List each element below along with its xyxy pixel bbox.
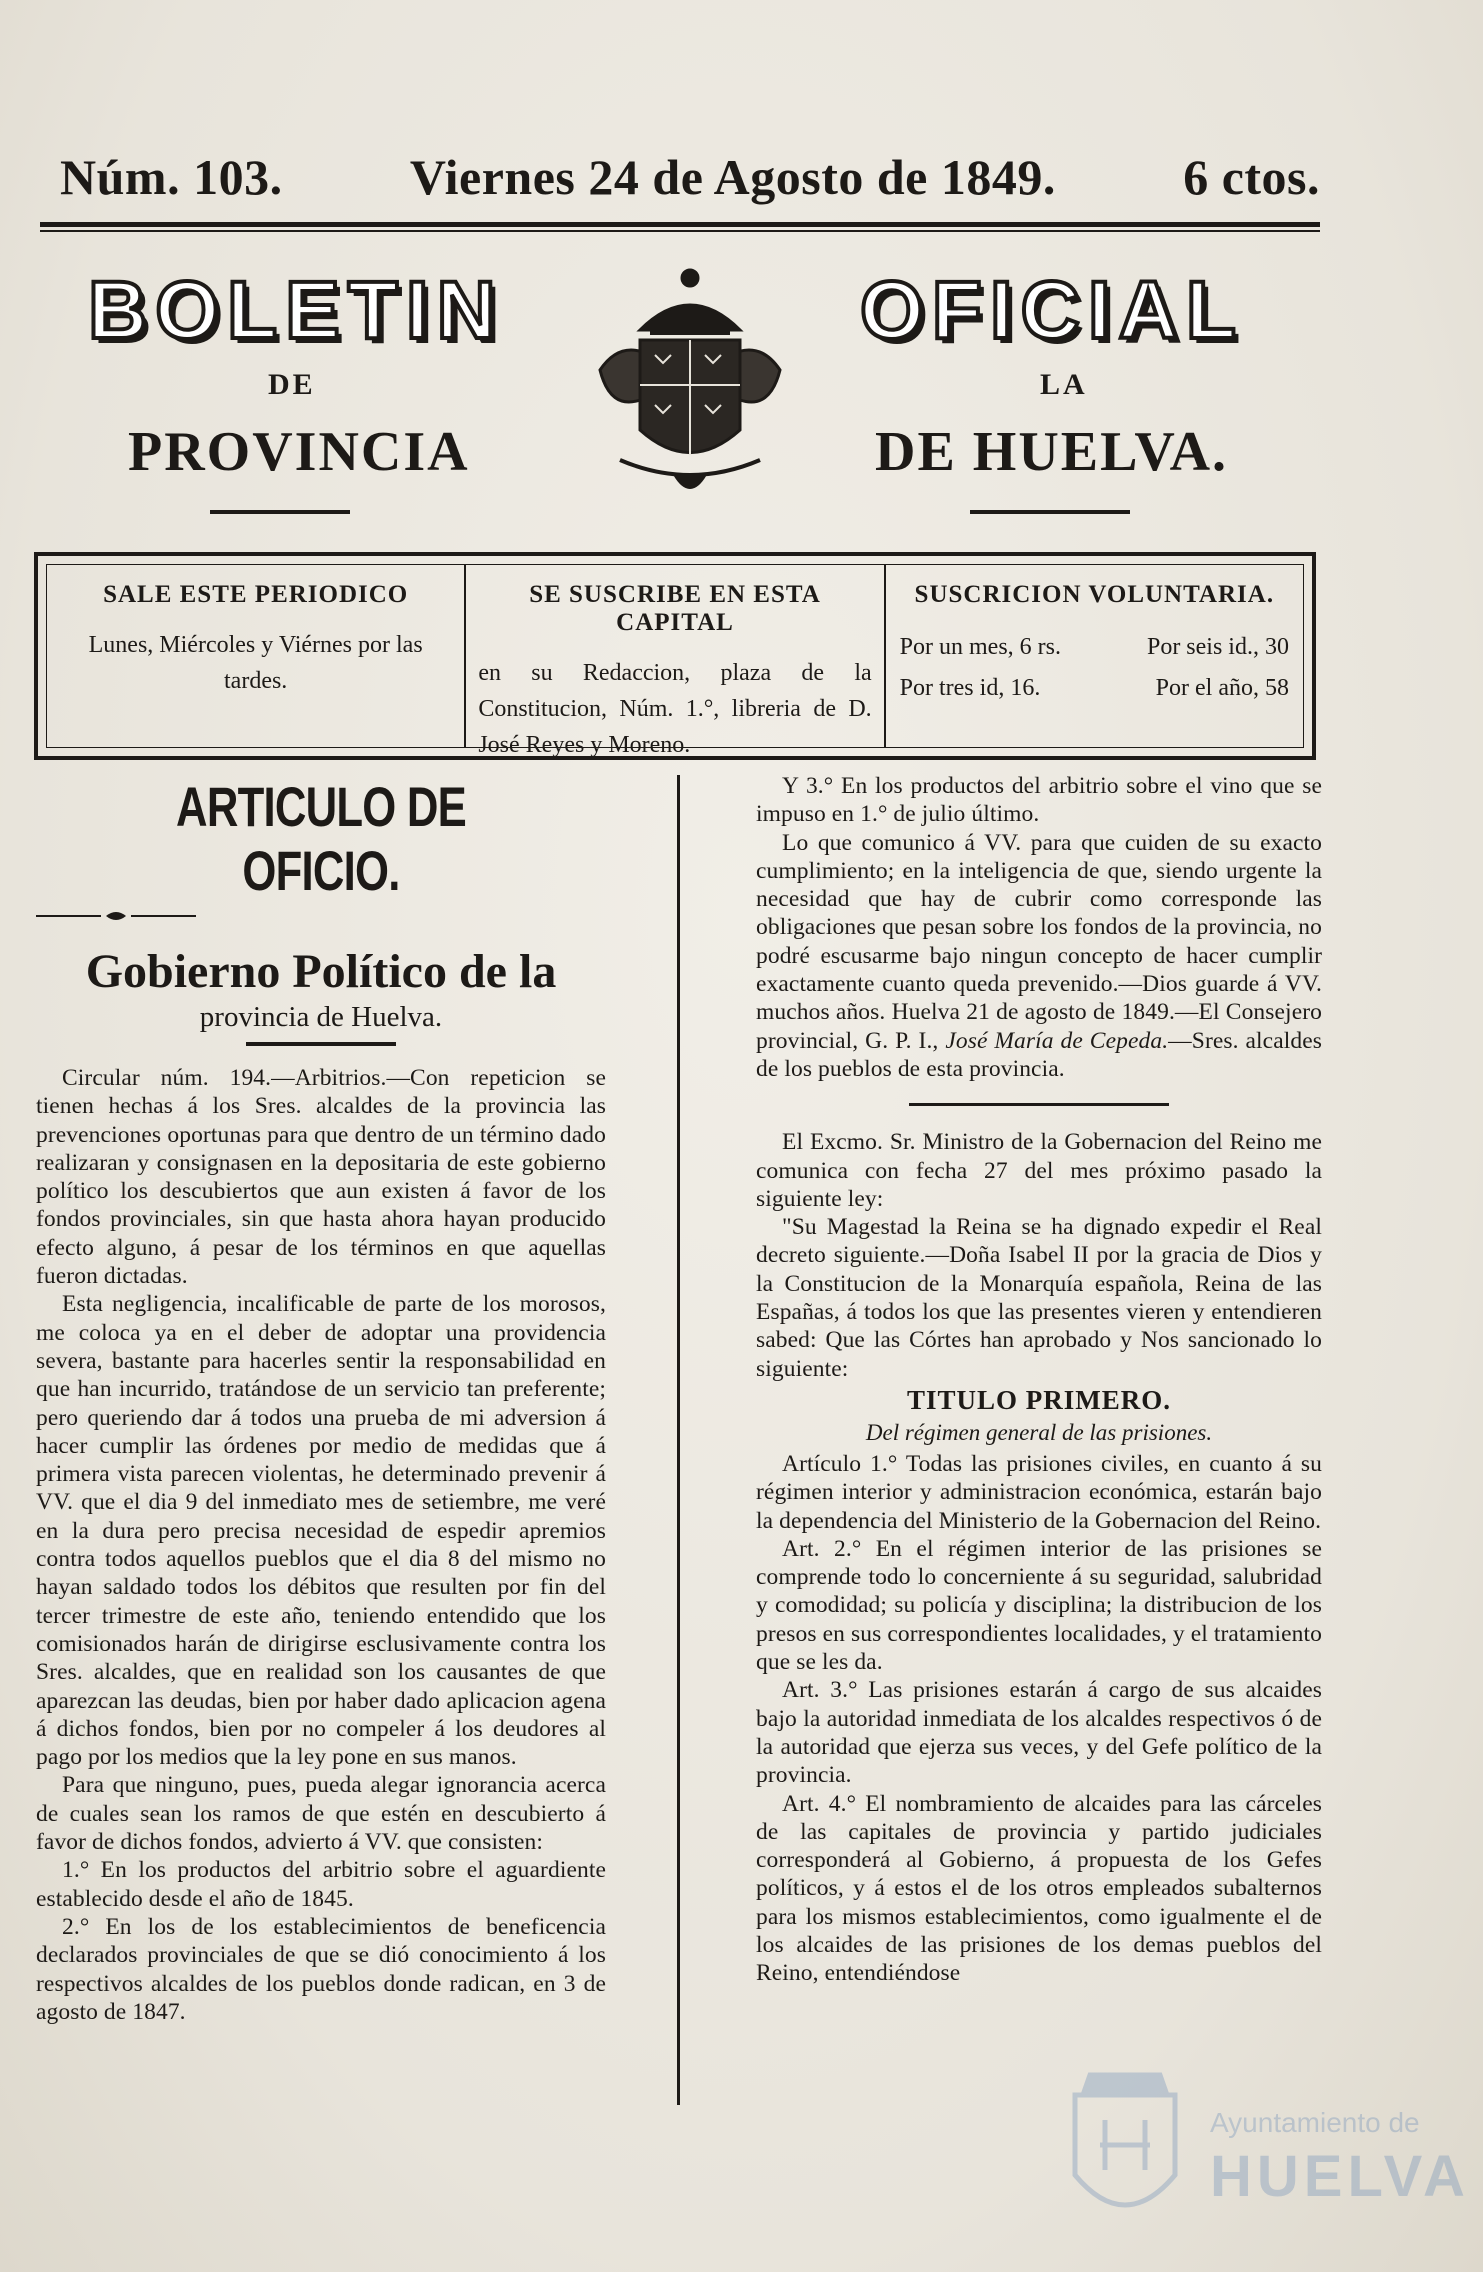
government-subtitle: provincia de Huelva. xyxy=(199,1001,443,1033)
fee-item: Por un mes, 6 rs. xyxy=(899,634,1061,660)
royal-crest-icon xyxy=(580,260,800,510)
subscription-box xyxy=(34,552,1316,760)
law-article: Art. 3.° Las prisiones estarán á cargo de sus alcaides bajo la autoridad inmediata de los alcaldes respectivos ó de la autoridad que ejerza sus veces, y del Gefe político de la provincia. xyxy=(756,1677,1322,1789)
titulo-heading: TITULO PRIMERO. xyxy=(906,1384,1172,1415)
circular-item: 2.° En los de los establecimientos de beneficencia declarados provinciales de que se dió conocimiento á los respectivos alcaldes de los pueblos donde radican, en 3 de agosto de 1847. xyxy=(36,1913,606,2025)
fee-row xyxy=(898,627,1291,668)
title-rule-left xyxy=(210,510,350,514)
article-separator xyxy=(909,1103,1169,1106)
masthead-rule-thin xyxy=(40,230,1320,232)
title-la: LA xyxy=(1040,368,1088,401)
subscribe-location-cell xyxy=(464,565,883,758)
title-provincia: PROVINCIA xyxy=(128,421,470,483)
circular-item: 1.° En los productos del arbitrio sobre el aguardiente establecido desde el año de 1845. xyxy=(36,1857,606,1912)
circular-closing xyxy=(756,829,1322,1084)
title-boletin: BOLETIN xyxy=(88,265,504,356)
subscribe-heading: SE SUSCRIBE EN ESTA CAPITAL xyxy=(529,581,821,636)
subscription-fees-cell xyxy=(884,565,1303,747)
fee-item: Por tres id, 16. xyxy=(899,674,1041,701)
title-de-huelva: DE HUELVA. xyxy=(875,421,1229,483)
archive-watermark xyxy=(1055,2055,1470,2255)
left-column xyxy=(36,775,606,2026)
section-title: ARTICULO DE OFICIO. xyxy=(176,775,466,902)
circular-paragraph: Para que ninguno, pues, pueda alegar ignorancia acerca de cuales sean los ramos de que estén en descubierto á favor de dichos fondos, advierto á VV. que consisten: xyxy=(36,1772,606,1856)
dateline xyxy=(60,148,1320,206)
law-article: Art. 4.° El nombramiento de alcaides para las cárceles de las capitales de provincia y partido judiciales corresponderá al Gobierno, á propuesta de los Gefes políticos, y á estos el de los otros empleados subalternos para los mismos establecimientos, como igualmente el de los alcaides de las prisiones de los demas pueblos del Reino, entendiéndose xyxy=(756,1790,1322,1987)
right-column xyxy=(756,772,1322,1988)
law-article: Art. 2.° En el régimen interior de las prisiones se comprende todo lo concerniente á su seguridad, salubridad y comodidad; su policía y disciplina; la distribucion de los presos en sus correspondientes localidades, y el tratamiento que se les da. xyxy=(756,1535,1322,1676)
fee-item: Por seis id., 30 xyxy=(1146,634,1289,660)
closing-text: Lo que comunico á VV. para que cuiden de su exacto cumplimiento; en la inteligencia de que, siendo urgente la necesidad que hay de cubrir como corresponde las obligaciones que pesan sobre los fondos de la provincia, no podré escusarme bajo ningun concepto de hacer cumplir exactamente cuanto queda prevenido.—Dios guarde á VV. muchos años. Huelva 21 de agosto de 1849.—El Consejero provincial, G. P. I., xyxy=(756,829,1322,1054)
ornament-rule-icon xyxy=(36,909,196,923)
city-shield-icon xyxy=(1055,2055,1195,2245)
publication-days-cell xyxy=(47,565,464,747)
fees-heading: SUSCRICION VOLUNTARIA. xyxy=(914,581,1275,608)
publication-text: Lunes, Miércoles y Viérnes por las tardes. xyxy=(88,632,423,694)
column-divider xyxy=(677,775,680,2105)
watermark-line1: Ayuntamiento de xyxy=(1210,2107,1420,2138)
signer-name: José María de Cepeda. xyxy=(945,1027,1169,1054)
title-rule-right xyxy=(970,510,1130,514)
fee-item: Por el año, 58 xyxy=(1155,674,1289,701)
publication-heading: SALE ESTE PERIODICO xyxy=(103,581,409,608)
issue-number: Núm. 103. xyxy=(60,149,283,205)
masthead-title xyxy=(40,260,1320,530)
circular-item: Y 3.° En los productos del arbitrio sobre el vino que se impuso en 1.° de julio último. xyxy=(756,773,1322,828)
circular-paragraph: Circular núm. 194.—Arbitrios.—Con repeticion se tienen hechas á los Sres. alcaldes de la provincia las prevenciones oportunas para que dentro de un término dado realizaran y consignasen en la depositaria de este gobierno político los descubiertos que aun existen á favor de los fondos provinciales, sin que hasta ahora hayan producido efecto alguno, á pesar de los términos en que aquellas fueron dictadas. xyxy=(36,1065,606,1290)
masthead-rule xyxy=(40,222,1320,227)
law-article: Artículo 1.° Todas las prisiones civiles, en cuanto á su régimen interior y administracion económica, estarán bajo la dependencia del Ministerio de la Gobernacion del Reino. xyxy=(756,1450,1322,1534)
titulo-subheading: Del régimen general de las prisiones. xyxy=(865,1419,1213,1445)
issue-date: Viernes 24 de Agosto de 1849. xyxy=(409,149,1056,205)
fee-row xyxy=(898,668,1291,709)
royal-decree: "Su Magestad la Reina se ha dignado expedir el Real decreto siguiente.—Doña Isabel II por la gracia de Dios y la Constitucion de la Monarquía española, Reina de las Españas, á todos los que las presentes vieren y entendieren sabed: Que las Córtes han aprobado y Nos sancionado lo siguiente: xyxy=(756,1214,1322,1382)
watermark-line2: HUELVA xyxy=(1210,2144,1470,2209)
subscribe-text: en su Redaccion, plaza de la Constitucion, Núm. 1.°, libreria de D. José Reyes y Moreno. xyxy=(478,660,872,758)
title-de: DE xyxy=(268,368,316,401)
government-rule xyxy=(246,1042,396,1046)
law-intro: El Excmo. Sr. Ministro de la Gobernacion del Reino me comunica con fecha 27 del mes próximo pasado la siguiente ley: xyxy=(756,1129,1322,1212)
government-title: Gobierno Político de la xyxy=(85,945,557,998)
circular-paragraph: Esta negligencia, incalificable de parte de los morosos, me coloca ya en el deber de adoptar una providencia severa, bastante para hacerles sentir la responsabilidad en que han incurrido, tratándose de un servicio tan preferente; pero queriendo dar á todos una prueba de mi adversion á hacer cumplir las órdenes por medio de medidas que á primera vista parecen violentas, he determinado prevenir á VV. que el dia 9 del inmediato mes de setiembre, me veré en la dura pero precisa necesidad de espedir apremios contra todos aquellos pueblos que el dia 8 del mismo no hayan saldado todos los débitos que resulten por fin del tercer trimestre de este año, teniendo entendido que los comisionados harán de dirigirse esclusivamente contra los Sres. alcaldes, que en realidad son los causantes de que aparezcan las deudas, bien por haber dado aplicacion agena á dichos fondos, bien por no compeler á los deudores al pago por los medios que la ley pone en sus manos. xyxy=(36,1291,606,1771)
closing-addressee: —Sres. alcaldes de los pueblos de esta provincia. xyxy=(756,1027,1322,1082)
issue-price: 6 ctos. xyxy=(1183,149,1320,205)
title-oficial: OFICIAL xyxy=(860,265,1244,356)
